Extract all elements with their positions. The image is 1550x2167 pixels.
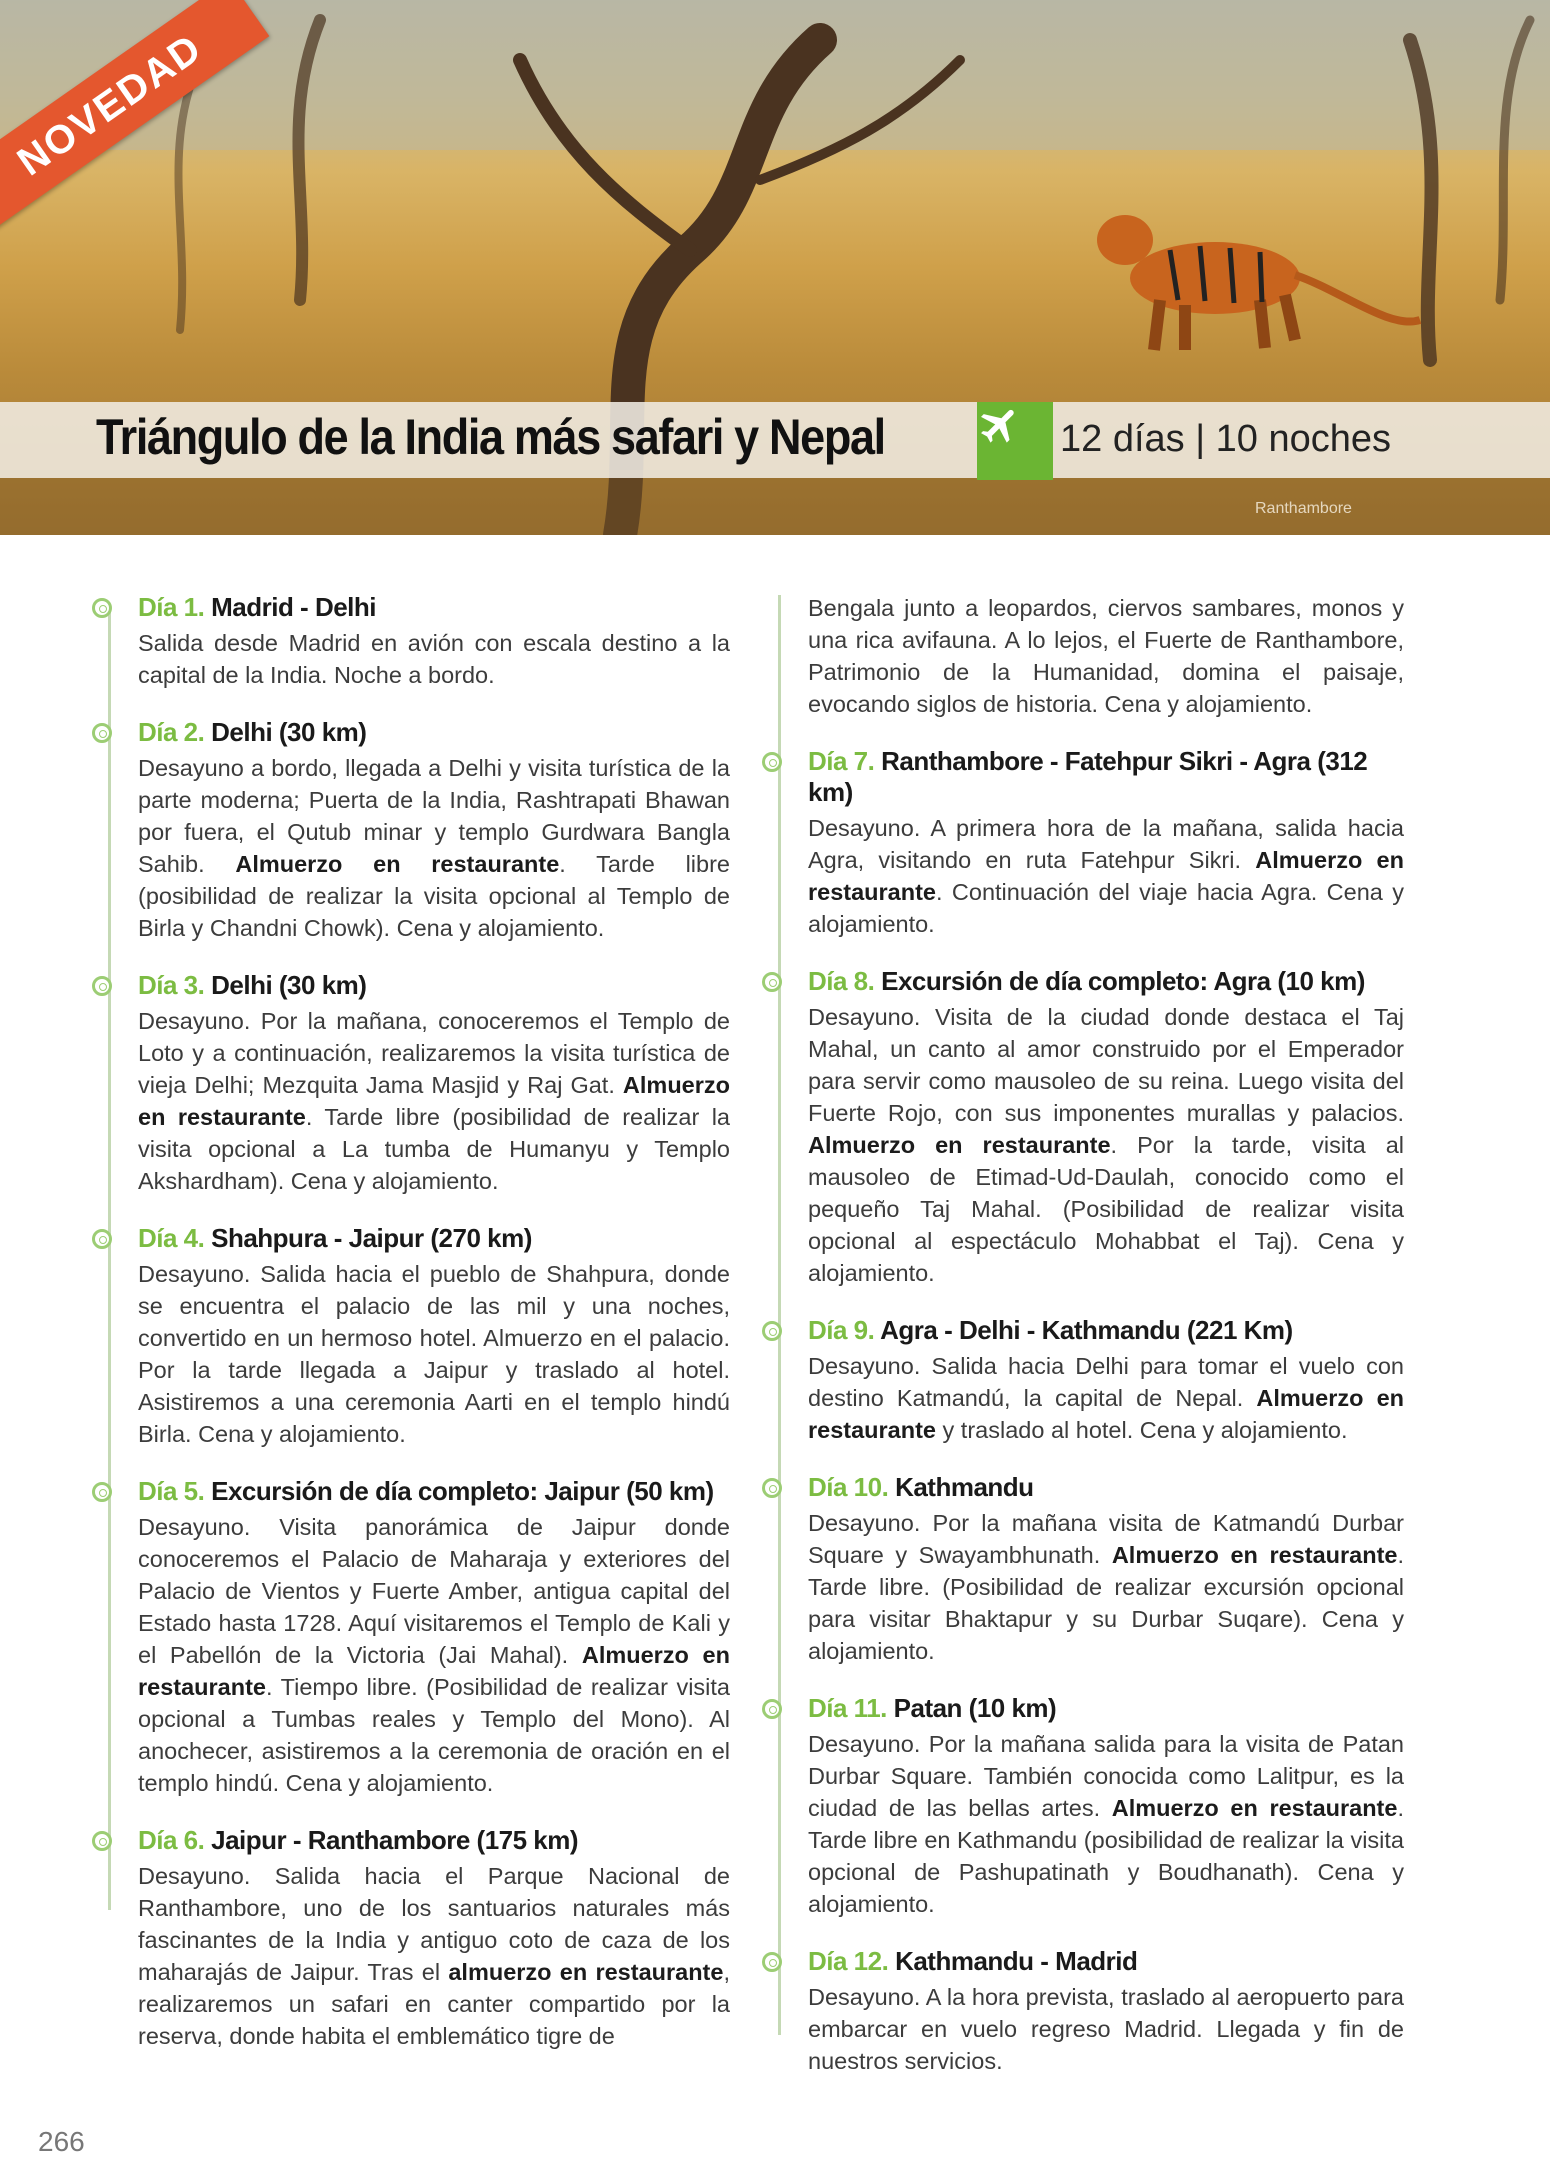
day-number: Día 4. [138,1223,205,1253]
page-number: 266 [38,2126,85,2157]
timeline-bullet-icon [92,1229,112,1249]
highlight-text: almuerzo en restaurante [448,1959,724,1985]
day-number: Día 9. [808,1315,875,1345]
timeline-bullet-icon [762,1478,782,1498]
day-number: Día 8. [808,966,875,996]
highlight-text: Almuerzo en restaurante [808,847,1404,905]
day-title: Ranthambore - Fatehpur Sikri - Agra (312 km) [808,746,1368,807]
day-heading [808,1315,1404,1346]
text-segment: Bengala junto a leopardos, ciervos sambares, monos y una rica avifauna. A lo lejos, el Fuerte de Ranthambore, Patrimonio de la Humanidad, domina el paisaje, evocando siglos de historia. Cena y alojamiento. [808,595,1404,717]
day-number: Día 12. [808,1946,889,1976]
highlight-text: Almuerzo en restaurante [808,1385,1404,1443]
day-heading [808,1472,1404,1503]
day-description [138,1860,730,2052]
day-title: Jaipur - Ranthambore (175 km) [211,1825,579,1855]
itinerary-day-10 [780,1472,1404,1667]
plane-icon [977,402,1053,480]
text-segment: Desayuno. Visita panorámica de Jaipur donde conoceremos el Palacio de Maharaja y exteriores del Palacio de Vientos y Fuerte Amber, antigua capital del Estado hasta 1728. Aquí visitaremos el Templo de Kali y el Pabellón de la Victoria (Jai Mahal). [138,1514,730,1668]
hero-photo [0,0,1550,535]
timeline-bullet-icon [92,1831,112,1851]
day-description [138,752,730,944]
day-description [138,627,730,691]
day-title: Agra - Delhi - Kathmandu (221 Km) [880,1315,1293,1345]
trip-duration: 12 días | 10 noches [1060,418,1391,460]
day-description [808,1728,1404,1920]
day-heading [138,592,730,623]
tiger [1097,215,1420,350]
timeline-bullet-icon [762,1699,782,1719]
text-segment: Desayuno a bordo, llegada a Delhi y visita turística de la parte moderna; Puerta de la India, Rashtrapati Bhawan por fuera, el Qutub minar y templo Gurdwara Bangla Sahib. [138,755,730,877]
text-segment: . Tarde libre en Kathmandu (posibilidad de realizar la visita opcional de Pashupatinath y Boudhanath). Cena y alojamiento. [808,1795,1404,1917]
day-heading [138,1223,730,1254]
timeline-bullet-icon [92,976,112,996]
day-title: Excursión de día completo: Jaipur (50 km) [211,1476,714,1506]
itinerary-day-1 [110,592,730,691]
itinerary-day-8 [780,966,1404,1289]
timeline-bullet-icon [762,1321,782,1341]
day-number: Día 11. [808,1693,887,1723]
day-number: Día 5. [138,1476,205,1506]
day-description [138,1258,730,1450]
text-segment: Desayuno. Salida hacia el Parque Nacional de Ranthambore, uno de los santuarios naturales más fascinantes de la India y antiguo coto de caza de los maharajás de Jaipur. Tras el [138,1863,730,1985]
day-number: Día 2. [138,717,205,747]
text-segment: , realizaremos un safari en canter compartido por la reserva, donde habita el emblemático tigre de [138,1959,730,2049]
text-segment: . Por la tarde, visita al mausoleo de Etimad-Ud-Daulah, conocido como el pequeño Taj Mahal. (Posibilidad de realizar visita opcional al espectáculo Mohabbat el Taj). Cena y alojamiento. [808,1132,1404,1286]
day-number: Día 3. [138,970,205,1000]
day-heading [808,746,1404,808]
day-heading [808,1693,1404,1724]
text-segment: y traslado al hotel. Cena y alojamiento. [936,1417,1348,1443]
day-description [808,592,1404,720]
text-segment: Desayuno. A la hora prevista, traslado al aeropuerto para embarcar en vuelo regreso Madrid. Llegada y fin de nuestros servicios. [808,1984,1404,2074]
text-segment: Desayuno. Visita de la ciudad donde destaca el Taj Mahal, un canto al amor construido por el Emperador para servir como mausoleo de su reina. Luego visita del Fuerte Rojo, con sus imponentes murallas y palacios. [808,1004,1404,1126]
text-segment: . Tiempo libre. (Posibilidad de realizar visita opcional a Tumbas reales y Templo del Mono). Al anochecer, asistiremos a la ceremonia de oración en el templo hindú. Cena y alojamiento. [138,1674,730,1796]
text-segment: . Tarde libre (posibilidad de realizar la visita opcional al Templo de Birla y Chandni Chowk). Cena y alojamiento. [138,851,730,941]
highlight-text: Almuerzo en restaurante [235,851,560,877]
itinerary-day-6-continued [780,592,1404,720]
day-heading [808,1946,1404,1977]
day-description [138,1511,730,1799]
itinerary-column-left [110,592,730,2078]
day-number: Día 1. [138,592,205,622]
day-heading [138,717,730,748]
day-title: Patan (10 km) [893,1693,1057,1723]
itinerary-day-7 [780,746,1404,940]
itinerary-day-6 [110,1825,730,2052]
day-number: Día 10. [808,1472,889,1502]
text-segment: Desayuno. Salida hacia el pueblo de Shahpura, donde se encuentra el palacio de las mil y una noches, convertido en un hermoso hotel. Almuerzo en el palacio. Por la tarde llegada a Jaipur y traslado al hotel. Asistiremos a una ceremonia Aarti en el templo hindú Birla. Cena y alojamiento. [138,1261,730,1447]
novedad-badge: NOVEDAD [0,0,269,231]
day-heading [808,966,1404,997]
day-title: Madrid - Delhi [211,592,377,622]
text-segment: Desayuno. Por la mañana salida para la visita de Patan Durbar Square. También conocida como Lalitpur, es la ciudad de las bellas artes. [808,1731,1404,1821]
day-description [808,812,1404,940]
text-segment: Desayuno. A primera hora de la mañana, salida hacia Agra, visitando en ruta Fatehpur Sikri. [808,815,1404,873]
itinerary-day-5 [110,1476,730,1799]
photo-caption: Ranthambore [1255,500,1352,517]
timeline-bullet-icon [762,752,782,772]
timeline-bullet-icon [762,1952,782,1972]
text-segment: . Tarde libre. (Posibilidad de realizar excursión opcional para visitar Bhaktapur y su Durbar Suqare). Cena y alojamiento. [808,1542,1404,1664]
highlight-text: Almuerzo en restaurante [138,1642,730,1700]
itinerary-day-4 [110,1223,730,1450]
text-segment: . Continuación del viaje hacia Agra. Cena y alojamiento. [808,879,1404,937]
text-segment: Desayuno. Por la mañana visita de Katmandú Durbar Square y Swayambhunath. [808,1510,1404,1568]
day-heading [138,1825,730,1856]
day-title: Delhi (30 km) [211,717,367,747]
timeline-bullet-icon [92,598,112,618]
day-title: Delhi (30 km) [211,970,367,1000]
text-segment: Salida desde Madrid en avión con escala destino a la capital de la India. Noche a bordo. [138,630,730,688]
day-number: Día 7. [808,746,875,776]
day-heading [138,1476,730,1507]
itinerary-column-right [780,592,1404,2103]
itinerary-day-2 [110,717,730,944]
day-description [808,1350,1404,1446]
timeline-bullet-icon [92,723,112,743]
highlight-text: Almuerzo en restaurante [1111,1795,1398,1821]
day-description [138,1005,730,1197]
day-title: Excursión de día completo: Agra (10 km) [881,966,1365,996]
timeline-bullet-icon [92,1482,112,1502]
day-description [808,1001,1404,1289]
day-title: Shahpura - Jaipur (270 km) [211,1223,532,1253]
timeline-bullet-icon [762,972,782,992]
day-title: Kathmandu - Madrid [895,1946,1138,1976]
text-segment: Desayuno. Por la mañana, conoceremos el Templo de Loto y a continuación, realizaremos la visita turística de vieja Delhi; Mezquita Jama Masjid y Raj Gat. [138,1008,730,1098]
day-title: Kathmandu [895,1472,1034,1502]
text-segment: . Tarde libre (posibilidad de realizar la visita opcional a La tumba de Humanyu y Templo Akshardham). Cena y alojamiento. [138,1104,730,1194]
itinerary-day-11 [780,1693,1404,1920]
highlight-text: Almuerzo en restaurante [808,1132,1111,1158]
day-description [808,1981,1404,2077]
highlight-text: Almuerzo en restaurante [138,1072,730,1130]
highlight-text: Almuerzo en restaurante [1111,1542,1398,1568]
itinerary-day-3 [110,970,730,1197]
itinerary-day-9 [780,1315,1404,1446]
text-segment: Desayuno. Salida hacia Delhi para tomar el vuelo con destino Katmandú, la capital de Nepal. [808,1353,1404,1411]
itinerary-day-12 [780,1946,1404,2077]
day-heading [138,970,730,1001]
page-title: Triángulo de la India más safari y Nepal [96,409,885,465]
day-number: Día 6. [138,1825,205,1855]
day-description [808,1507,1404,1667]
